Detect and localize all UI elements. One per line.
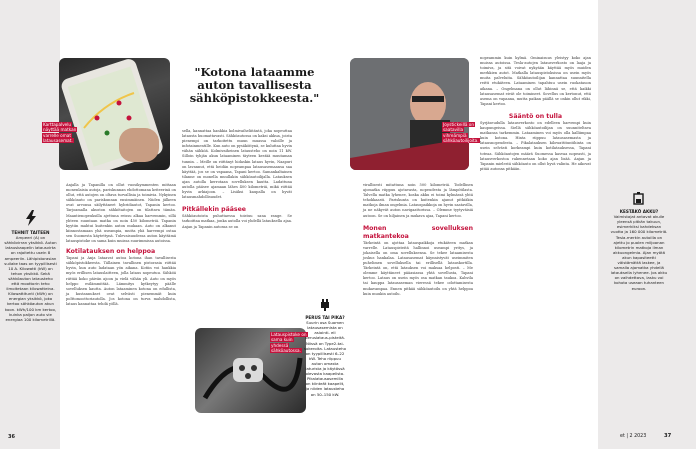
col1-body2: Tapani ja Anja lataavat autoa kotona ihan tavallisesta sähköpistokkeesta. Tällainen tavallinen pistorasia riittää hyvin, kun auto ladataan yön aikana. Kotiin voi hankkia myös erillisen latauslaitteen, jolla lataus nopeutuu. Sähköä riittää koko päivän ajoon ja vielä vähän yli. Auto on myös helppo esilämmittää. Lämmitys kytkeytyy päälle sovelluksen kautta. Auton lataaminen kotona on edullista, ja kustannukset ovat selvästi pienemmät kuin polttomoottoriautolla. Jos kotona on turva mahdollista, lataus kannattaa tehdä yöllä. [66, 256, 176, 306]
page-number-left: 36 [8, 434, 15, 440]
sidebar-mid [304, 296, 346, 397]
col4-body2: Syrjäseudulla latausverkosto on edelleen harvempi kuin kaupungeissa. Siellä sähköautoilijan on suunniteltava matkansa tarkemmin. Lataaminen voi myös olla kalliimpaa kuin kotona. Hinta riippuu latausasemasta ja latausnopeudesta. – Pikalatauksen kilowattituntihinta on usein selvästi korkeampi kuin kotilatauksessa, Tapani toteaa. Sähköautojen määrä Suomessa kasvaa nopeasti, ja latausverkostoa rakennetaan koko ajan lisää. Anjan ja Tapanin mielestä sähköauto on ollut hyvä valinta. He aikovat pitää autonsa pitkään. [480, 120, 591, 171]
phone-map-caption: Karttapalvelu näyttää matkan varrelle omat latausasemat. [43, 122, 77, 144]
windshield-caption: Joystickeillä on saatavilla vihreämpiä sähköautoilijoita. [443, 122, 479, 144]
charging-plug-caption: Latauspistoke on sama kuin yhdessä sähköautossa. [271, 332, 307, 354]
footer-issue: et | 2 2023 [620, 434, 647, 439]
col1 [66, 183, 176, 307]
col2-heading: Pitkällekin pääsee [182, 206, 246, 214]
col3-body2: Tärkeintä on ajottaa latauspaikkoja etukäteen matkan varrelle. Latauspisteitä hallinnoi useampi yritys, ja jokaisella on oma sovelluksensa. Se tekee lataamisesta joskus hankalaa. Latausasemat käynnistyvät useimmiten puhelimen sovelluksella tai erillisellä latauskortilla. Tärkeintä on, että latauksen voi maksaa helposti. – Me olemme käyttäneet pääasiassa yhtä sovellusta, Tapani kertoo. Lataus on usein myös osa matkan taukoa. Kahvila tai kauppa latausaseman vieressä tekee odottamisesta mukavampaa. Ennen pitkää sähköautoilu on yhtä helppoa kuin muukin autoilu. [363, 240, 473, 296]
lightning-icon [4, 210, 57, 230]
page-number-right: 37 [664, 433, 672, 439]
col2-body: sella, kannattaa hankkia kolmivaiheliitäntä, joka nopeuttaa latausta huomattavasti. Sähköautossa on kaksi akkua, joista pienempi on tarkoitettu muun muassa valoille ja infotainmentille. Kun auto on pysäköitynä, se kuluttaa hyvin vähän sähköä. Kolmivaiheinen latausteho on noin 11 kW. Silloin tyhjän akun lataaminen täyteen kestää muutaman tunnin. – Meille on riittänyt hidaskin lataus hyvin, Naapuri on lavannut, että heidän nopeampaa latausasemaansa saa käyttää, jos se on vapaana, Tapani kertoo. Samankaltainen tilanne on monella muullakin sähköautoilijalla. Latauksen ajan autolla kerrotaan sovelluksen kautta. Ladattuna autolla pääsee ajamaan lähes 400 kilometriä, mikä riittää hyvin arkiajoon. – Lisäksi kaupalla on hyvät latausmahdollisuudet. [182, 129, 292, 200]
sidebar-right-text: Valmistajat antavat akulle yleensä pitkän takuun, esimerkiksi kahdeksan vuotta ja 160 000 kilometriä. Tesla-merkin autoilla on ajettu jo puolen miljoonan kilometrin matkoja ilman akkuongelmia. Ajan myötä akun kapasiteetti väistämättä laskee, ja samalla ajomatka yhdellä latauksella lyhenee. Jos akku on vaihdettava, lasku voi kohota useaan tuhanteen euroon. [610, 214, 668, 291]
sidebar-mid-text: Suurin osa Suomen latausasemista on asiointi- eli peruslataus-pisteitä. Niissä on Type2-tai-sokeroita. Latausteho on tyypillisesti 6–22 kW. Teho riippuu auton omasta laturista ja käytössä olevasta kaapelista. Pikalatausasemilla on kiinteät kaapelit, ja niiden latausteho on 50–150 kW. [304, 320, 346, 397]
col3-body: virallisesti mitattuna noin 500 kilometriä. Todellinen ajomatka riippuu ajotavasta, nopeudesta ja lämpötilasta. Talvella matka lyhenee, koska akku ei toimi kylmässä yhtä tehokkaasti. Pariskunta on kuitenkin ajanut pitkiäkin matkoja ilman ongelmia. Latauspaikkoja on hyvin saatavilla, ja ne näkyvät auton navigaattorissa. – Olemme tyytyväisiä autoon. Se on hiljainen ja mukava ajaa, Tapani kertoo. [363, 183, 473, 218]
phone-map-photo [59, 58, 170, 170]
windshield-photo [350, 58, 469, 170]
col2-body2: Sähköautoista puhuttaessa toistuu sana range. Se tarkoittaa matkaa, jonka autolla voi yhdellä latauksella ajaa. Anjan ja Tapanin autossa se on [182, 214, 293, 229]
col4-body: nopeammin kuin kylmä. Ominaisuus yleistyy koko ajan muissa autoissa. Tesla-autojen latausverkosto on laaja ja toimiva, ja sitä voivat nykyään käyttää myös muiden merkkien autot. Matkalla latauspistoksissa on usein myös muita palveluita. Sähköautoilijan kannattaa suunnitella reitti etukäteen. Lataaminen tapahtuu usein ruokatauon aikana. – Ongelmana on ollut lähinnä se, että kaikki latausasemat eivät ole toimineet. Sovellus on kertonut, että asema on vapaana, mutta paikan päällä se onkin ollut rikki, Tapani kertoo. [480, 56, 591, 106]
col3-heading: Monen sovelluksen matkantekoa [363, 224, 473, 240]
sidebar-left [4, 210, 57, 322]
col2 [182, 129, 292, 230]
pull-quote: "Kotona lataamme auton tavallisesta sähköpistokkeesta." [189, 65, 320, 105]
col1-heading: Kotilatauksen on helppoa [66, 248, 156, 256]
sidebar-right [610, 190, 668, 291]
sidebar-left-title: TEHNIT TAITEEN [11, 230, 50, 235]
battery-icon [610, 190, 668, 209]
col4 [480, 56, 591, 172]
sidebar-left-text: Ampeeri (A) on sähkövirran yksikkö. Auton latauskaapelin latausvirta on rajoitettu usein 8 ampeeriin. Lähipistorasian suilake taas on tyypillisesti 10 A. Kilowatti (kW) on tehon yksikkö. Sekä sähköauton latausteho että moottorin teho ilmoitetaan kilowatteina. Kilowattitunti (kWh) on energian yksikkö, joka kertoo sähköauton akun koon. kWh/100 km kertoo, kuinka paljon auto vie energiaa 100 kilometrillä. [4, 235, 57, 322]
col3 [363, 183, 473, 297]
col1-body: Anjalla ja Tapanilla on ollut vuosikymmenten mittaan monenlaisia autoja, pariskunnan ehdottomana kriteerinä on ollut, että autojen on oltava turvallisia ja toimivia. Nykyinen sähköauto on pariskunnan ensimmäinen. Niiden jälkeen ovat arvonsa säilyttäneet hybridiautot, Tapanin kertoo. Tarjoamalla akuston sähkötaitojen on tilattava tämän. Maantienopeuksilla ajettuna reissu alkaa harvemmin, sillä yhteen suuntaan matka on noin 450 kilometriä. Tapanin kyytiin mahtui kuitenkin auton mukaan. Auto on alkanut kiinnostamaan yhä useampia, mutta yhä harvempi ostaa sen Suomesta käytettynä. Tulevaisuudessa auton käyttämä latauspistoke on sama kuin muissa suurimmissa autoissa. [66, 183, 176, 244]
sidebar-right-title: KESTÄKÖ AKKU? [619, 209, 659, 214]
plug-icon [304, 296, 346, 315]
driver-illustration [350, 58, 469, 170]
phone-illustration [59, 58, 170, 170]
sidebar-mid-title: PERUS TAI PIKA? [305, 315, 345, 320]
col4-heading: Sääntö on tulla [508, 112, 563, 120]
